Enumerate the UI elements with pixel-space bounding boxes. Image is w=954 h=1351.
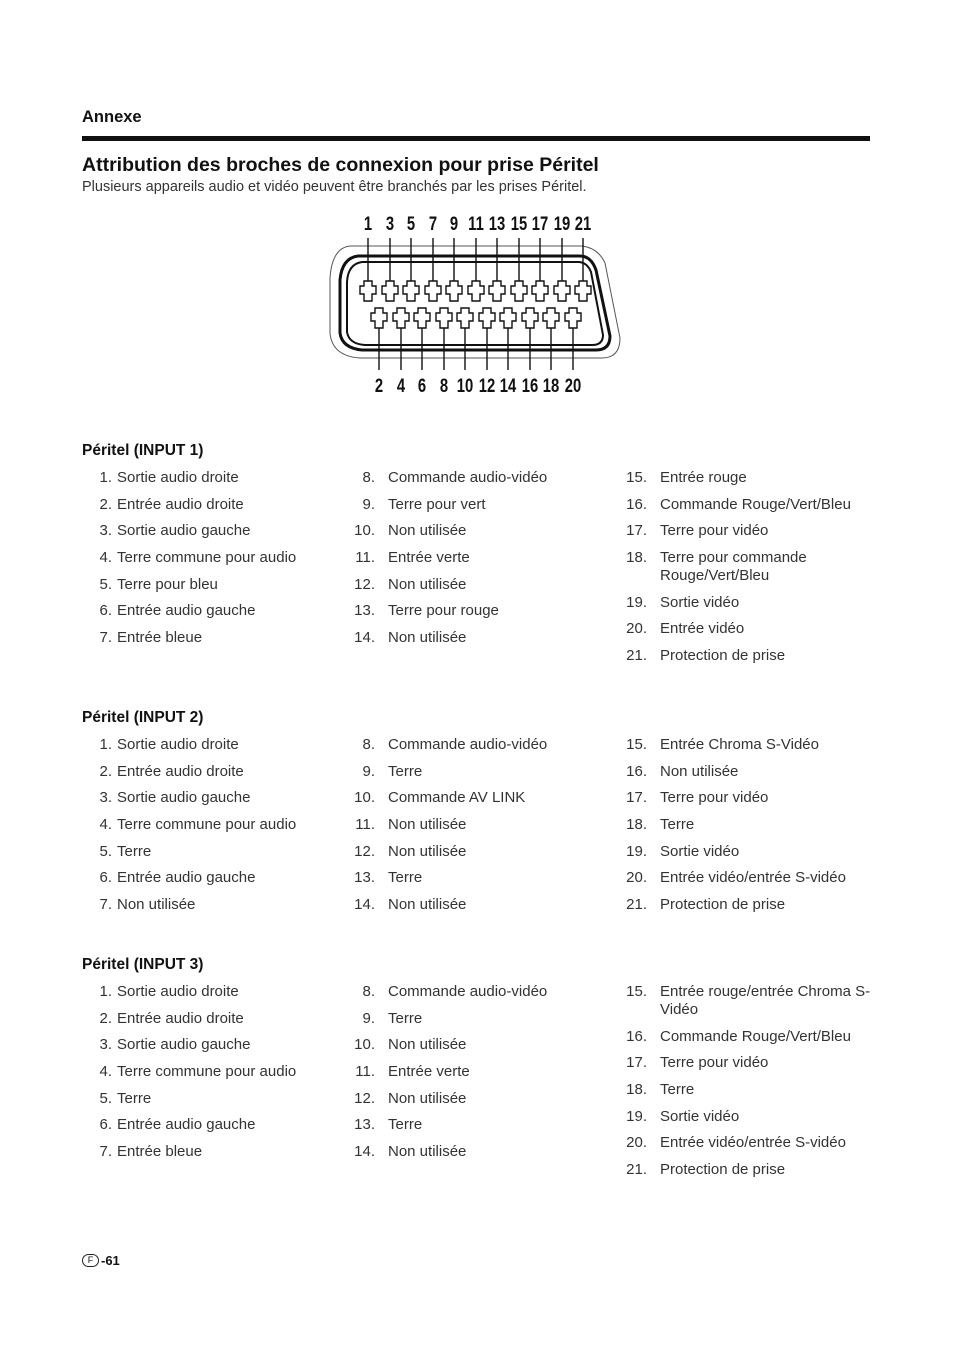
pin-number: 1. bbox=[99, 736, 112, 753]
pin-description: Terre commune pour audio bbox=[117, 549, 297, 567]
pin-number: 21. bbox=[626, 896, 647, 914]
bottom-pin-label: 4 bbox=[396, 375, 406, 397]
top-pin-label: 13 bbox=[488, 213, 506, 235]
pin-description: Non utilisée bbox=[388, 816, 467, 834]
pin-number: 7. bbox=[99, 896, 112, 914]
pin-row bbox=[622, 1054, 872, 1072]
connector-inner-frame bbox=[347, 262, 603, 345]
pin-number: 9. bbox=[362, 1009, 375, 1027]
top-pin bbox=[554, 281, 570, 301]
top-pin-label: 1 bbox=[363, 213, 373, 235]
top-pin bbox=[532, 281, 548, 301]
pin-description: Non utilisée bbox=[388, 1143, 467, 1161]
pin-description: Entrée audio droite bbox=[117, 1009, 244, 1027]
pin-row bbox=[622, 763, 872, 781]
pin-description: Entrée rouge/entrée Chroma S-Vidéo bbox=[660, 983, 871, 1018]
pin-row bbox=[82, 469, 332, 487]
pin-number: 14. bbox=[354, 896, 375, 914]
top-pin bbox=[511, 281, 527, 301]
pin-row bbox=[622, 1134, 872, 1152]
pin-number: 18. bbox=[626, 816, 647, 834]
pin-number: 11. bbox=[355, 549, 375, 567]
pin-description: Non utilisée bbox=[388, 842, 467, 860]
peritel-input-3-table bbox=[82, 956, 872, 1196]
pin-row bbox=[622, 1081, 872, 1099]
pin-row bbox=[82, 816, 332, 834]
pin-number: 10. bbox=[354, 789, 375, 807]
top-pin-label: 9 bbox=[449, 213, 459, 235]
pin-number: 18. bbox=[626, 1081, 647, 1099]
pin-number: 7. bbox=[99, 629, 112, 647]
pin-row bbox=[350, 629, 590, 647]
pins-column-3 bbox=[622, 983, 872, 1188]
pin-number: 16. bbox=[626, 1027, 647, 1045]
pin-description: Entrée bleue bbox=[117, 629, 203, 647]
pin-number: 3. bbox=[99, 1036, 112, 1054]
page-number bbox=[82, 1253, 120, 1268]
pin-number: 2. bbox=[99, 762, 112, 780]
pin-row bbox=[622, 789, 872, 807]
pin-description: Sortie vidéo bbox=[660, 593, 740, 611]
pin-number: 9. bbox=[362, 495, 375, 513]
pin-description: Sortie audio gauche bbox=[117, 789, 251, 807]
pin-description: Entrée bleue bbox=[117, 1143, 203, 1161]
pin-row bbox=[350, 469, 590, 487]
pin-description: Entrée audio droite bbox=[117, 762, 244, 780]
pin-number: 12. bbox=[354, 1089, 375, 1107]
pin-description: Entrée audio gauche bbox=[117, 869, 256, 887]
pin-description: Non utilisée bbox=[388, 1089, 467, 1107]
pin-number: 3. bbox=[99, 522, 112, 540]
pin-description: Terre bbox=[388, 1009, 423, 1027]
top-pin bbox=[446, 281, 462, 301]
pin-row bbox=[622, 496, 872, 514]
pin-description: Non utilisée bbox=[388, 896, 467, 914]
top-pin-label: 11 bbox=[468, 213, 484, 235]
pin-row bbox=[82, 1063, 332, 1081]
pin-row bbox=[622, 843, 872, 861]
pin-number: 5. bbox=[99, 842, 112, 860]
section-rule bbox=[82, 136, 870, 141]
bottom-pin bbox=[457, 308, 473, 328]
pin-row bbox=[350, 736, 590, 754]
pin-row bbox=[350, 1090, 590, 1108]
pin-number: 6. bbox=[99, 602, 112, 620]
connector-frame bbox=[340, 256, 610, 350]
pins-column-3 bbox=[622, 736, 872, 923]
top-pin-row bbox=[360, 238, 591, 301]
pin-row bbox=[622, 594, 872, 612]
pin-description: Commande audio-vidéo bbox=[388, 983, 548, 1000]
pin-description: Sortie audio droite bbox=[117, 469, 239, 486]
pin-description: Terre bbox=[388, 762, 423, 780]
bottom-pin bbox=[543, 308, 559, 328]
pin-number: 12. bbox=[354, 842, 375, 860]
pin-description: Non utilisée bbox=[660, 762, 739, 780]
pin-description: Entrée vidéo/entrée S-vidéo bbox=[660, 869, 846, 887]
bottom-pin bbox=[500, 308, 516, 328]
pin-description: Terre commune pour audio bbox=[117, 816, 297, 834]
pin-row bbox=[350, 549, 590, 567]
pin-number: 15. bbox=[626, 983, 647, 1000]
pin-description: Commande audio-vidéo bbox=[388, 469, 548, 486]
pin-number: 10. bbox=[354, 1036, 375, 1054]
bottom-pin bbox=[479, 308, 495, 328]
pin-row bbox=[622, 896, 872, 914]
pin-description: Terre pour vert bbox=[388, 495, 486, 513]
bottom-pin-label: 6 bbox=[417, 375, 427, 397]
pin-row bbox=[350, 602, 590, 620]
pin-description: Terre bbox=[388, 1116, 423, 1134]
pin-description: Terre pour commande Rouge/Vert/Bleu bbox=[660, 549, 807, 585]
bottom-pin bbox=[393, 308, 409, 328]
pin-number: 18. bbox=[626, 549, 647, 567]
pin-description: Entrée Chroma S-Vidéo bbox=[660, 736, 819, 753]
pin-number: 17. bbox=[626, 789, 647, 807]
top-pin-label: 7 bbox=[428, 213, 438, 235]
pin-number: 4. bbox=[99, 816, 112, 834]
pin-number: 14. bbox=[354, 629, 375, 647]
pins-column-2 bbox=[350, 983, 590, 1170]
pin-description: Entrée vidéo/entrée S-vidéo bbox=[660, 1134, 846, 1152]
pin-row bbox=[82, 843, 332, 861]
bottom-pin-label: 18 bbox=[542, 375, 560, 397]
page-title: Attribution des broches de connexion pour prise Péritel bbox=[82, 154, 599, 176]
bottom-pin-label: 10 bbox=[456, 375, 474, 397]
pin-description: Commande Rouge/Vert/Bleu bbox=[660, 495, 851, 513]
scart-connector-diagram bbox=[320, 208, 640, 400]
pin-row bbox=[350, 576, 590, 594]
pin-description: Entrée audio droite bbox=[117, 495, 244, 513]
pin-description: Terre bbox=[117, 842, 152, 860]
pin-row bbox=[82, 549, 332, 567]
pin-row bbox=[82, 896, 332, 914]
pin-row bbox=[82, 602, 332, 620]
top-pin-label: 5 bbox=[406, 213, 416, 235]
bottom-pin-label: 12 bbox=[478, 375, 496, 397]
pin-description: Terre pour vidéo bbox=[660, 1054, 769, 1072]
pin-description: Entrée vidéo bbox=[660, 620, 745, 638]
pin-number: 13. bbox=[354, 869, 375, 887]
pin-number: 19. bbox=[626, 1107, 647, 1125]
pin-number: 3. bbox=[99, 789, 112, 807]
bottom-pin-label: 2 bbox=[374, 375, 384, 397]
pin-number: 9. bbox=[362, 762, 375, 780]
pin-number: 14. bbox=[354, 1143, 375, 1161]
pin-row bbox=[82, 1036, 332, 1054]
pin-description: Entrée verte bbox=[388, 549, 470, 567]
pin-number: 21. bbox=[626, 1161, 647, 1179]
pin-number: 7. bbox=[99, 1143, 112, 1161]
pin-number: 20. bbox=[626, 869, 647, 887]
pin-row bbox=[82, 496, 332, 514]
bottom-pin-row bbox=[371, 308, 581, 370]
pin-row bbox=[350, 983, 590, 1001]
pin-description: Non utilisée bbox=[388, 575, 467, 593]
pin-row bbox=[350, 1143, 590, 1161]
pin-description: Terre bbox=[388, 869, 423, 887]
pin-number: 15. bbox=[626, 736, 647, 753]
top-pin-label: 19 bbox=[553, 213, 571, 235]
top-pin bbox=[575, 281, 591, 301]
table-title: Péritel (INPUT 1) bbox=[82, 442, 204, 459]
pin-description: Non utilisée bbox=[388, 522, 467, 540]
bottom-pin-label: 20 bbox=[564, 375, 582, 397]
pin-row bbox=[82, 789, 332, 807]
peritel-input-1-table bbox=[82, 442, 872, 682]
pin-row bbox=[622, 522, 872, 540]
pin-description: Sortie audio gauche bbox=[117, 522, 251, 540]
pin-description: Entrée audio gauche bbox=[117, 1116, 256, 1134]
pin-number: 11. bbox=[355, 816, 375, 834]
pin-description: Terre pour bleu bbox=[117, 575, 218, 593]
pin-row bbox=[622, 620, 872, 638]
pin-row bbox=[622, 1161, 872, 1179]
pin-row bbox=[82, 736, 332, 754]
pin-description: Sortie audio droite bbox=[117, 736, 239, 753]
pin-row bbox=[622, 549, 872, 585]
intro-text: Plusieurs appareils audio et vidéo peuvent être branchés par les prises Péritel. bbox=[82, 179, 587, 195]
pin-number: 2. bbox=[99, 495, 112, 513]
pin-row bbox=[622, 1028, 872, 1046]
pin-number: 16. bbox=[626, 762, 647, 780]
language-badge: F bbox=[82, 1254, 99, 1267]
pin-number: 20. bbox=[626, 620, 647, 638]
pin-row bbox=[622, 816, 872, 834]
pin-number: 17. bbox=[626, 522, 647, 540]
pin-description: Commande Rouge/Vert/Bleu bbox=[660, 1027, 851, 1045]
bottom-pin bbox=[414, 308, 430, 328]
section-label: Annexe bbox=[82, 108, 142, 126]
top-pin-labels bbox=[364, 213, 591, 234]
pin-description: Commande audio-vidéo bbox=[388, 736, 548, 753]
top-pin bbox=[489, 281, 505, 301]
pin-row bbox=[82, 869, 332, 887]
pin-row bbox=[350, 1063, 590, 1081]
pin-row bbox=[350, 843, 590, 861]
pin-number: 8. bbox=[362, 736, 375, 753]
pin-number: 5. bbox=[99, 1089, 112, 1107]
pin-row bbox=[622, 1108, 872, 1126]
top-pin-label: 21 bbox=[574, 213, 592, 235]
pin-row bbox=[622, 647, 872, 665]
pin-row bbox=[82, 1010, 332, 1028]
pin-number: 5. bbox=[99, 575, 112, 593]
pin-row bbox=[82, 983, 332, 1001]
pin-number: 19. bbox=[626, 593, 647, 611]
pin-number: 8. bbox=[362, 983, 375, 1000]
pin-description: Entrée rouge bbox=[660, 469, 747, 486]
pin-row bbox=[82, 1116, 332, 1134]
pin-description: Non utilisée bbox=[388, 1036, 467, 1054]
pin-description: Entrée audio gauche bbox=[117, 602, 256, 620]
pin-row bbox=[82, 522, 332, 540]
pin-description: Protection de prise bbox=[660, 1161, 786, 1179]
bottom-pin bbox=[565, 308, 581, 328]
pin-description: Sortie audio gauche bbox=[117, 1036, 251, 1054]
pins-column-3 bbox=[622, 469, 872, 674]
pin-row bbox=[82, 629, 332, 647]
pin-number: 15. bbox=[626, 469, 647, 486]
pin-description: Sortie vidéo bbox=[660, 842, 740, 860]
pin-description: Terre pour rouge bbox=[388, 602, 499, 620]
pin-row bbox=[622, 736, 872, 754]
pin-number: 4. bbox=[99, 1063, 112, 1081]
pin-row bbox=[82, 576, 332, 594]
pin-row bbox=[350, 522, 590, 540]
pin-number: 4. bbox=[99, 549, 112, 567]
pin-number: 21. bbox=[626, 647, 647, 665]
pin-row bbox=[82, 1090, 332, 1108]
pin-row bbox=[622, 869, 872, 887]
pin-description: Protection de prise bbox=[660, 647, 786, 665]
table-title: Péritel (INPUT 3) bbox=[82, 956, 204, 973]
pins-column-2 bbox=[350, 736, 590, 923]
pin-row bbox=[350, 1116, 590, 1134]
pin-row bbox=[350, 1036, 590, 1054]
pin-description: Terre bbox=[660, 816, 695, 834]
pin-number: 1. bbox=[99, 983, 112, 1000]
pins-column-1 bbox=[82, 736, 332, 923]
pins-column-2 bbox=[350, 469, 590, 656]
pin-number: 13. bbox=[354, 602, 375, 620]
pin-description: Non utilisée bbox=[388, 629, 467, 647]
top-pin bbox=[468, 281, 484, 301]
peritel-input-2-table bbox=[82, 709, 872, 929]
pin-row bbox=[622, 469, 872, 487]
pin-number: 1. bbox=[99, 469, 112, 486]
pin-description: Sortie audio droite bbox=[117, 983, 239, 1000]
top-pin-label: 17 bbox=[531, 213, 549, 235]
pin-number: 17. bbox=[626, 1054, 647, 1072]
bottom-pin-label: 16 bbox=[521, 375, 539, 397]
pin-number: 6. bbox=[99, 1116, 112, 1134]
pin-description: Terre bbox=[660, 1081, 695, 1099]
page-number-text: -61 bbox=[101, 1253, 120, 1268]
pin-description: Terre pour vidéo bbox=[660, 522, 769, 540]
pin-number: 12. bbox=[354, 575, 375, 593]
top-pin-label: 3 bbox=[385, 213, 395, 235]
pin-description: Sortie vidéo bbox=[660, 1107, 740, 1125]
pin-row bbox=[82, 763, 332, 781]
table-title: Péritel (INPUT 2) bbox=[82, 709, 204, 726]
top-pin bbox=[403, 281, 419, 301]
pin-row bbox=[350, 763, 590, 781]
pin-row bbox=[350, 869, 590, 887]
pin-row bbox=[350, 496, 590, 514]
bottom-pin bbox=[371, 308, 387, 328]
pin-number: 6. bbox=[99, 869, 112, 887]
pin-description: Protection de prise bbox=[660, 896, 786, 914]
pin-description: Entrée verte bbox=[388, 1063, 470, 1081]
pin-number: 16. bbox=[626, 495, 647, 513]
pin-number: 11. bbox=[355, 1063, 375, 1081]
pin-number: 2. bbox=[99, 1009, 112, 1027]
pin-number: 13. bbox=[354, 1116, 375, 1134]
bottom-pin-label: 8 bbox=[439, 375, 449, 397]
pin-row bbox=[350, 816, 590, 834]
pin-description: Terre commune pour audio bbox=[117, 1063, 297, 1081]
top-pin-label: 15 bbox=[510, 213, 528, 235]
pin-number: 20. bbox=[626, 1134, 647, 1152]
pin-row bbox=[350, 1010, 590, 1028]
bottom-pin bbox=[436, 308, 452, 328]
pins-column-1 bbox=[82, 469, 332, 656]
pin-number: 10. bbox=[354, 522, 375, 540]
bottom-pin-labels bbox=[375, 375, 581, 396]
pin-description: Non utilisée bbox=[117, 896, 196, 914]
pin-number: 19. bbox=[626, 842, 647, 860]
pins-column-1 bbox=[82, 983, 332, 1170]
pin-row bbox=[622, 983, 872, 1019]
pin-description: Commande AV LINK bbox=[388, 789, 526, 807]
pin-number: 8. bbox=[362, 469, 375, 486]
pin-row bbox=[82, 1143, 332, 1161]
pin-row bbox=[350, 789, 590, 807]
top-pin bbox=[382, 281, 398, 301]
bottom-pin-label: 14 bbox=[499, 375, 517, 397]
top-pin bbox=[360, 281, 376, 301]
top-pin bbox=[425, 281, 441, 301]
pin-description: Terre pour vidéo bbox=[660, 789, 769, 807]
bottom-pin bbox=[522, 308, 538, 328]
pin-description: Terre bbox=[117, 1089, 152, 1107]
pin-row bbox=[350, 896, 590, 914]
